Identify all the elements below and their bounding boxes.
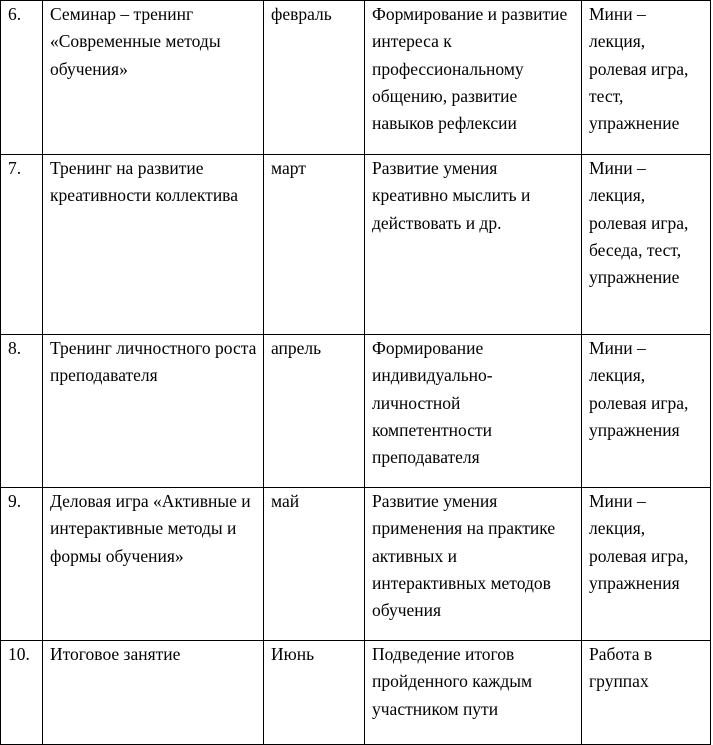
- event-month: февраль: [264, 1, 365, 155]
- event-name: Семинар – тренинг «Современные методы обучения»: [43, 1, 264, 155]
- row-number: 6.: [1, 1, 43, 155]
- event-goal: Формирование и развитие интереса к профессиональному общению, развитие навыков рефлексии: [365, 1, 582, 155]
- table-row: [1, 335, 711, 488]
- event-form: Мини – лекция, ролевая игра, упражнения: [582, 488, 711, 641]
- event-name: Деловая игра «Активные и интерактивные методы и формы обучения»: [43, 488, 264, 641]
- event-month: май: [264, 488, 365, 641]
- event-month: Июнь: [264, 641, 365, 745]
- event-form: Работа в группах: [582, 641, 711, 745]
- event-goal: Формирование индивидуально-личностной компетентности преподавателя: [365, 335, 582, 488]
- event-form: Мини – лекция, ролевая игра, упражнения: [582, 335, 711, 488]
- event-form: Мини – лекция, ролевая игра, беседа, тест, упражнение: [582, 155, 711, 335]
- row-number: 7.: [1, 155, 43, 335]
- row-number: 9.: [1, 488, 43, 641]
- row-number: 10.: [1, 641, 43, 745]
- table-row: [1, 155, 711, 335]
- event-goal: Развитие умения креативно мыслить и действовать и др.: [365, 155, 582, 335]
- event-name: Тренинг на развитие креативности коллектива: [43, 155, 264, 335]
- event-goal: Развитие умения применения на практике активных и интерактивных методов обучения: [365, 488, 582, 641]
- table-row: [1, 1, 711, 155]
- event-name: Итоговое занятие: [43, 641, 264, 745]
- event-month: март: [264, 155, 365, 335]
- event-month: апрель: [264, 335, 365, 488]
- event-name: Тренинг личностного роста преподавателя: [43, 335, 264, 488]
- row-number: 8.: [1, 335, 43, 488]
- table-row: [1, 488, 711, 641]
- table-row: [1, 641, 711, 745]
- event-goal: Подведение итогов пройденного каждым участником пути: [365, 641, 582, 745]
- event-form: Мини – лекция, ролевая игра, тест, упражнение: [582, 1, 711, 155]
